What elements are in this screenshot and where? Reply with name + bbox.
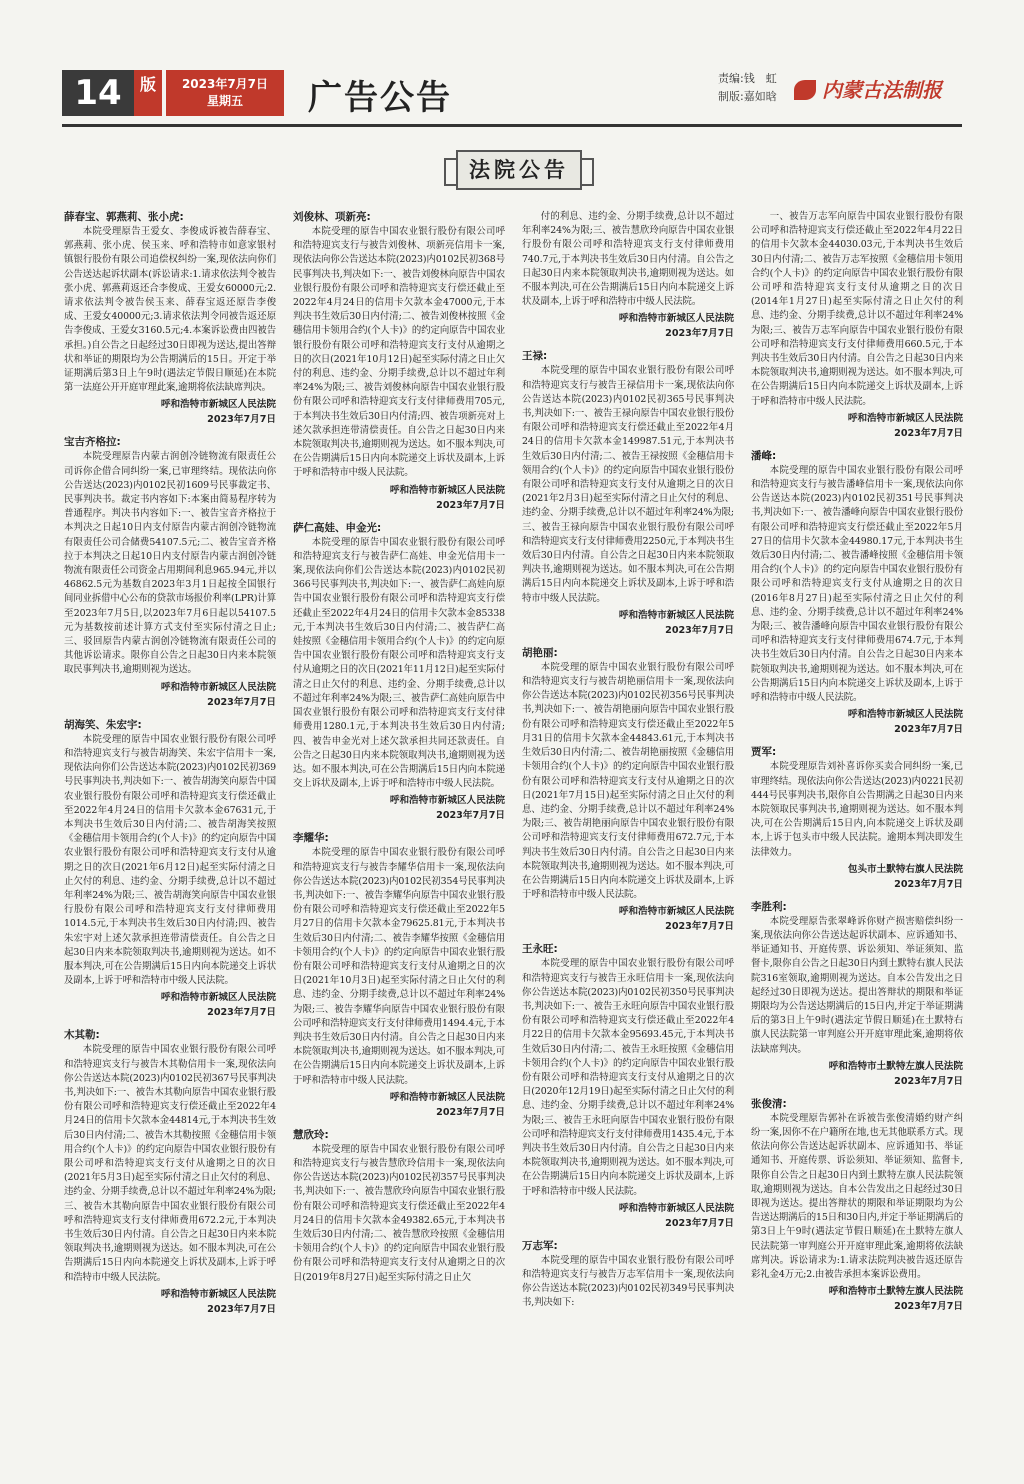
court-notice: [64, 435, 276, 709]
court-notice: [751, 1097, 963, 1314]
notice-body: 本院受理原告内蒙古润创冷链物流有限责任公司诉你企借合同纠纷一案,已审理终结。现依法向你公告送达(2023)内0102民初1609号民事裁定书、民事判决书。裁定书内容如下:本案由简易程序转为普通程序。判决书内容如下:一、被告宝音齐格拉于本判决之日起10日内支付原告内蒙古润创冷链物流有限责任公司合储费54107.5元;二、被告宝音齐格拉于本判决之日起10日内支付原告内蒙古润创冷链物流有限责任公司资金占用期间利息965.94元,并以46862.5元为基数自2023年3月1日起按全国银行间同业拆借中心公布的贷款市场报价利率(LPR)计算至2023年7月5日,以2023年7月6日起以54107.5元为基数按前述计算方式支付至实际付清之日止;三、驳回原告内蒙古润创冷链物流有限责任公司的其他诉讼请求。限你自公告之日起30日内来本院领取民事判决书,逾期则视为送达。: [64, 451, 276, 676]
notice-date: 2023年7月7日: [665, 624, 734, 636]
notice-date: 2023年7月7日: [894, 1301, 963, 1313]
notice-body: 本院受理的原告中国农业银行股份有限公司呼和浩特迎宾支行与被告慧欣玲信用卡一案,现依法向你公告送达本院(2023)内0102民初357号民事判决书,判决如下:一、被告慧欣玲向原告中国农业银行股份有限公司呼和浩特迎宾支行偿还截止至2022年4月24日的信用卡欠款本金49382.65元,于本判决书生效后30日内付清;二、被告慧欣玲按照《金穗信用卡领用合约(个人卡)》的约定向原告中国农业银行股份有限公司呼和浩特迎宾支行支付从逾期之日的次日(2019年8月27日)起至实际付清之日止欠: [293, 1143, 505, 1283]
notice-date: 2023年7月7日: [436, 499, 505, 511]
court-notice: [64, 210, 276, 427]
issue-date: 2023年7月7日: [181, 77, 269, 91]
editor-credits: [718, 70, 777, 106]
notice-court: 呼和浩特市新城区人民法院: [160, 399, 276, 411]
notice-date: 2023年7月7日: [894, 1075, 963, 1087]
notice-date: 2023年7月7日: [665, 1217, 734, 1229]
court-notice: [522, 1239, 734, 1311]
notice-body: 本院受理的原告中国农业银行股份有限公司呼和浩特迎宾支行与被告胡艳丽信用卡一案,现依法向你公告送达本院(2023)内0102民初356号民事判决书,判决如下:一、被告胡艳丽向原告中国农业银行股份有限公司呼和浩特迎宾支行偿还截止至2022年5月31日的信用卡欠款本金44843.61元,于本判决书生效后30日内付清;二、被告胡艳丽按照《金穗信用卡领用合约(个人卡)》的约定向原告中国农业银行股份有限公司呼和浩特迎宾支行支付从逾期之日的次日(2021年7月15日)起至实际付清之日止欠付的利息、违约金、分期手续费,总计以不超过年利率24%为限;三、被告胡艳丽向原告中国农业银行股份有限公司呼和浩特迎宾支行支付律师费用672.7元,于本判决书生效后30日内付清。自公告之日起30日内来本院领取判决书,逾期则视为送达。如不服本判决,可在公告期满后15日内向本院递交上诉状及副本,上诉于呼和浩特市中级人民法院。: [522, 661, 734, 901]
notice-body: 本院受理的原告中国农业银行股份有限公司呼和浩特迎宾支行与被告王禄信用卡一案,现依法向你公告送达本院(2023)内0102民初365号民事判决书,判决如下:一、被告王禄向原告中国农业银行股份有限公司呼和浩特迎宾支行偿还截止至2022年4月24日的信用卡欠款本金149987.51元,于本判决书生效后30日内付清;二、被告王禄按照《金穗信用卡领用合约(个人卡)》的约定向原告中国农业银行股份有限公司呼和浩特迎宾支行支付从逾期之日的次日(2021年2月3日)起至实际付清之日止欠付的利息、违约金、分期手续费,总计以不超过年利率24%为限;三、被告王禄向原告中国农业银行股份有限公司呼和浩特迎宾支行支付律师费用2250元,于本判决书生效后30日内付清。自公告之日起30日内来本院领取判决书,逾期则视为送达。如不服本判决,可在公告期满后15日内向本院递交上诉状及副本,上诉于呼和浩特市中级人民法院。: [522, 365, 734, 604]
court-notice: [751, 210, 963, 441]
page-number: 14: [62, 70, 134, 116]
edition-label: 版: [134, 70, 162, 116]
header-rule: [62, 124, 962, 127]
notice-court: 呼和浩特市新城区人民法院: [618, 906, 734, 918]
newspaper-logo: [794, 74, 964, 106]
court-notice: [751, 900, 963, 1089]
notice-body: 本院受理的原告中国农业银行股份有限公司呼和浩特迎宾支行与被告萨仁高娃、申金光信用卡一案,现依法向你们公告送达本院(2023)内0102民初366号民事判决书,判决如下:一、被告萨仁高娃向原告中国农业银行股份有限公司呼和浩特迎宾支行偿还截止至2022年4月24日的信用卡欠款本金85338元,于本判决书生效后30日内付清;二、被告萨仁高娃按照《金穗信用卡领用合约(个人卡)》的约定向原告中国农业银行股份有限公司呼和浩特迎宾支行支付从逾期之日的次日(2021年11月12日)起至实际付清之日止欠付的利息、违约金、分期手续费,总计以不超过年利率24%为限;三、被告萨仁高娃向原告中国农业银行股份有限公司呼和浩特迎宾支行支付律师费用1280.1元,于本判决书生效后30日内付清;四、被告申金光对上述欠款承担共同还款责任。自公告之日起30日内来本院领取判决书,逾期则视为送达。如不服本判决,可在公告期满后15日内向本院递交上诉状及副本,上诉于呼和浩特市中级人民法院。: [293, 536, 505, 790]
notice-court: 呼和浩特市新城区人民法院: [618, 1202, 734, 1214]
notice-body: 本院受理的原告中国农业银行股份有限公司呼和浩特迎宾支行与被告潘峰信用卡一案,现依法向你公告送达本院(2023)内0102民初351号民事判决书,判决如下:一、被告潘峰向原告中国农业银行股份有限公司呼和浩特迎宾支行偿还截止至2022年5月27日的信用卡欠款本金44980.17元,于本判决书生效后30日内付清;二、被告潘峰按照《金穗信用卡领用合约(个人卡)》的约定向原告中国农业银行股份有限公司呼和浩特迎宾支行支付从逾期之日的次日(2016年8月27日)起至实际付清之日止欠付的利息、违约金、分期手续费,总计以不超过年利率24%为限;三、被告潘峰向原告中国农业银行股份有限公司呼和浩特迎宾支行支付律师费用674.7元,于本判决书生效后30日内付清。自公告之日起30日内来本院领取判决书,逾期则视为送达。如不服本判决,可在公告期满后15日内向本院递交上诉状及副本,上诉于呼和浩特市中级人民法院。: [751, 464, 963, 704]
notice-court: 呼和浩特市新城区人民法院: [847, 709, 963, 721]
notice-date: 2023年7月7日: [894, 878, 963, 890]
notice-addressee: 万志军:: [522, 1239, 558, 1252]
notice-court: 呼和浩特市新城区人民法院: [389, 484, 505, 496]
notice-court: 呼和浩特市新城区人民法院: [618, 609, 734, 621]
notice-date: 2023年7月7日: [436, 810, 505, 822]
issue-weekday: 星期五: [206, 94, 243, 108]
notice-date: 2023年7月7日: [665, 921, 734, 933]
notice-date: 2023年7月7日: [207, 1007, 276, 1019]
column-3: [522, 210, 734, 1480]
notice-body: 一、被告万志军向原告中国农业银行股份有限公司呼和浩特迎宾支行偿还截止至2022年4月22日的信用卡欠款本金44030.03元,于本判决书生效后30日内付清;二、被告万志军按照《金穗信用卡领用合约(个人卡)》的约定向原告中国农业银行股份有限公司呼和浩特迎宾支行支付从逾期之日的次日(2014年1月27日)起至实际付清之日止欠付的利息、违约金、分期手续费,总计以不超过年利率24%为限;三、被告万志军向原告中国农业银行股份有限公司呼和浩特迎宾支行支付律师费用660.5元,于本判决书生效后30日内付清。自公告之日起30日内来本院领取判决书,逾期则视为送达。如不服本判决,可在公告期满后15日内向本院递交上诉状及副本,上诉于呼和浩特市中级人民法院。: [751, 211, 963, 407]
court-notice: [522, 349, 734, 637]
notice-addressee: 王禄:: [522, 350, 548, 363]
notice-addressee: 木其勒:: [64, 1029, 100, 1042]
court-notice: [751, 449, 963, 737]
notice-addressee: 萨仁高娃、申金光:: [293, 521, 382, 534]
notice-date: 2023年7月7日: [207, 1303, 276, 1315]
court-notice: [751, 745, 963, 891]
notice-court: 呼和浩特市新城区人民法院: [389, 1091, 505, 1103]
issue-date-box: [166, 70, 284, 116]
notice-body: 本院受理原告张翠峰诉你财产损害赔偿纠纷一案,现依法向你公告送达起诉状副本、应诉通知书、举证通知书、开庭传票、诉讼须知、举证须知、监督卡,限你自公告之日起30日内到土默特右旗人民法院316室领取,逾期则视为送达。自本公告发出之日起经过30日即视为送达。提出答辩状的期限和举证期限均为公告送达期满后的15日内,并定于举证期满后的第3日上午9时(遇法定节假日顺延)在土默特右旗人民法院第一审判庭公开开庭审理此案,逾期将依法缺席判决。: [751, 915, 963, 1055]
notice-body: 本院受理的原告中国农业银行股份有限公司呼和浩特迎宾支行与被告万志军信用卡一案,现依法向你公告送达本院(2023)内0102民初349号民事判决书,判决如下:: [522, 1254, 734, 1309]
notice-court: 呼和浩特市新城区人民法院: [160, 992, 276, 1004]
notice-addressee: 胡海笑、朱宏宇:: [64, 718, 142, 731]
notice-addressee: 宝吉齐格拉:: [64, 436, 121, 449]
notice-court: 呼和浩特市土默特左旗人民法院: [828, 1060, 963, 1072]
notice-addressee: 王永旺:: [522, 943, 558, 956]
court-notice: [64, 718, 276, 1021]
notice-body: 本院受理的原告中国农业银行股份有限公司呼和浩特迎宾支行与被告王永旺信用卡一案,现依法向你公告送达本院(2023)内0102民初350号民事判决书,判决如下:一、被告王永旺向原告中国农业银行股份有限公司呼和浩特迎宾支行偿还截止至2022年4月22日的信用卡欠款本金95693.45元,于本判决书生效后30日内付清;二、被告王永旺按照《金穗信用卡领用合约(个人卡)》的约定向原告中国农业银行股份有限公司呼和浩特迎宾支行支付从逾期之日的次日(2020年12月19日)起至实际付清之日止欠付的利息、违约金、分期手续费,总计以不超过年利率24%为限;三、被告王永旺向原告中国农业银行股份有限公司呼和浩特迎宾支行支付律师费用1435.4元,于本判决书生效后30日内付清。自公告之日起30日内来本院领取判决书,逾期则视为送达。如不服本判决,可在公告期满后15日内向本院递交上诉状及副本,上诉于呼和浩特市中级人民法院。: [522, 958, 734, 1197]
notice-columns: [64, 210, 964, 1480]
notice-addressee: 刘俊林、项新亮:: [293, 211, 371, 223]
notice-addressee: 慧欣玲:: [293, 1128, 329, 1141]
notice-date: 2023年7月7日: [436, 1106, 505, 1118]
court-notice: [293, 1128, 505, 1285]
notice-court: 呼和浩特市新城区人民法院: [160, 681, 276, 693]
section-banner: 法院公告: [456, 150, 582, 190]
notice-body: 本院受理的原告中国农业银行股份有限公司呼和浩特迎宾支行与被告李耀华信用卡一案,现依法向你公告送达本院(2023)内0102民初354号民事判决书,判决如下:一、被告李耀华向原告中国农业银行股份有限公司呼和浩特迎宾支行偿还截止至2022年5月27日的信用卡欠款本金79625.81元,于本判决书生效后30日内付清;二、被告李耀华按照《金穗信用卡领用合约(个人卡)》的约定向原告中国农业银行股份有限公司呼和浩特迎宾支行支付从逾期之日的次日(2021年10月3日)起至实际付清之日止欠付的利息、违约金、分期手续费,总计以不超过年利率24%为限;三、被告李耀华向原告中国农业银行股份有限公司呼和浩特迎宾支行支付律师费用1494.4元,于本判决书生效后30日内付清。自公告之日起30日内来本院领取判决书,逾期则视为送达。如不服本判决,可在公告期满后15日内向本院递交上诉状及副本,上诉于呼和浩特市中级人民法院。: [293, 847, 505, 1086]
notice-addressee: 潘峰:: [751, 449, 777, 462]
notice-court: 包头市土默特右旗人民法院: [847, 863, 963, 875]
notice-date: 2023年7月7日: [894, 724, 963, 736]
notice-body: 本院受理的原告中国农业银行股份有限公司呼和浩特迎宾支行与被告刘俊林、项新亮信用卡一案,现依法向你公告送达本院(2023)内0102民初368号民事判决书,判决如下:一、被告刘俊林向原告中国农业银行股份有限公司呼和浩特迎宾支行偿还截止至2022年4月24日的信用卡欠款本金47000元,于本判决书生效后30日内付清;二、被告刘俊林按照《金穗信用卡领用合约(个人卡)》的约定向原告中国农业银行股份有限公司呼和浩特迎宾支行支付从逾期之日的次日(2021年10月12日)起至实际付清之日止欠付的利息、违约金、分期手续费,总计以不超过年利率24%为限;三、被告刘俊林向原告中国农业银行股份有限公司呼和浩特迎宾支行支付律师费用705元,于本判决书生效后30日内付清;四、被告项新亮对上述欠款承担连带清偿责任。自公告之日起30日内来本院领取判决书,逾期则视为送达。如不服本判决,可在公告期满后15日内向本院递交上诉状及副本,上诉于呼和浩特市中级人民法院。: [293, 226, 505, 479]
notice-body: 本院受理的原告中国农业银行股份有限公司呼和浩特迎宾支行与被告木其勒信用卡一案,现依法向你公告送达本院(2023)内0102民初367号民事判决书,判决如下:一、被告木其勒向原告中国农业银行股份有限公司呼和浩特迎宾支行偿还截止至2022年4月24日的信用卡欠款本金44814元,于本判决书生效后30日内付清;二、被告木其勒按照《金穗信用卡领用合约(个人卡)》的约定向原告中国农业银行股份有限公司呼和浩特迎宾支行支付从逾期之日的次日(2021年5月3日)起至实际付清之日止欠付的利息、违约金、分期手续费,总计以不超过年利率24%为限;三、被告木其勒向原告中国农业银行股份有限公司呼和浩特迎宾支行支付律师费用672.2元,于本判决书生效后30日内付清。自公告之日起30日内来本院领取判决书,逾期则视为送达。如不服本判决,可在公告期满后15日内向本院递交上诉状及副本,上诉于呼和浩特市中级人民法院。: [64, 1044, 276, 1283]
notice-date: 2023年7月7日: [665, 328, 734, 340]
column-2: [293, 210, 505, 1480]
production-line: 制版:嘉如晗: [718, 90, 777, 103]
court-notice: [522, 646, 734, 934]
column-1: [64, 210, 276, 1480]
section-title: 广告公告: [308, 78, 452, 118]
court-notice: [293, 831, 505, 1119]
notice-body: 本院受理原告王爱女、李俊成诉被告薛春宝、郭燕莉、张小虎、侯玉来、呼和浩特市如意家银村镇银行股份有限公司追偿权纠纷一案,现依法向你们公告送达起诉状副本(诉讼请求:1.请求依法判令被告张小虎、郭燕莉返还合李俊成、王爱女60000元;2.请求依法判令被告侯玉来、薛春宝返还原告李俊成、王爱女40000元;3.请求依法判令同被告返还原告李俊成、王爱女3160.5元;4.本案诉讼费由四被告承担。)自公告之日起经过30日即视为送达,提出答辩状和举证的期限均为公告期满后的15日。开定于举证期满后第3日上午9时(遇法定节假日顺延)在本院第一法庭公开开庭审理此案,逾期将依法缺席判决。: [64, 226, 276, 394]
notice-addressee: 胡艳丽:: [522, 646, 558, 659]
column-4: [751, 210, 963, 1480]
newspaper-name: 内蒙古法制报: [822, 78, 942, 102]
notice-addressee: 张俊清:: [751, 1097, 787, 1110]
notice-addressee: 李胜利:: [751, 900, 787, 913]
notice-body: 付的利息、违约金、分期手续费,总计以不超过年利率24%为限;三、被告慧欣玲向原告中国农业银行股份有限公司呼和浩特迎宾支行支付律师费用740.7元,于本判决书生效后30日内付清。自公告之日起30日内来本院领取判决书,逾期则视为送达。如不服本判决,可在公告期满后15日内向本院递交上诉状及副本,上诉于呼和浩特市中级人民法院。: [522, 211, 734, 308]
notice-court: 呼和浩特市新城区人民法院: [160, 1288, 276, 1300]
logo-swoosh-icon: [794, 80, 816, 100]
court-notice: [293, 210, 505, 513]
notice-court: 呼和浩特市新城区人民法院: [389, 795, 505, 807]
notice-court: 呼和浩特市新城区人民法院: [618, 313, 734, 325]
court-notice: [293, 521, 505, 824]
court-notice: [522, 942, 734, 1230]
notice-body: 本院受理原告刘补喜诉你买卖合同纠纷一案,已审理终结。现依法向你公告送达(2023)内0221民初444号民事判决书,限你自公告期满之日起30日内来本院领取民事判决书,逾期则视为送达。如不服本判决,可在公告期满后15日内,向本院递交上诉状及副本,上诉于包头市中级人民法院。逾期本判决即发生法律效力。: [751, 761, 963, 858]
editor-line: 责编:钱 虹: [718, 72, 777, 85]
notice-court: 呼和浩特市新城区人民法院: [847, 412, 963, 424]
notice-court: 呼和浩特市土默特左旗人民法院: [828, 1286, 963, 1298]
notice-body: 本院受理的原告中国农业银行股份有限公司呼和浩特迎宾支行与被告胡海笑、朱宏宇信用卡一案,现依法向你们公告送达本院(2023)内0102民初369号民事判决书,判决如下:一、被告胡海笑向原告中国农业银行股份有限公司呼和浩特迎宾支行偿还截止至2022年4月24日的信用卡欠款本金67631元,于本判决书生效后30日内付清;二、被告胡海笑按照《金穗信用卡领用合约(个人卡)》的约定向原告中国农业银行股份有限公司呼和浩特迎宾支行支付从逾期之日的次日(2021年6月12日)起至实际付清之日止欠付的利息、违约金、分期手续费,总计以不超过年利率24%为限;三、被告胡海笑向原告中国农业银行股份有限公司呼和浩特迎宾支行支付律师费用1014.5元,于本判决书生效后30日内付清;四、被告朱宏宇对上述欠款承担连带清偿责任。自公告之日起30日内来本院领取判决书,逾期则视为送达。如不服本判决,可在公告期满后15日内向本院递交上诉状及副本,上诉于呼和浩特市中级人民法院。: [64, 733, 276, 987]
notice-addressee: 李耀华:: [293, 832, 329, 845]
notice-date: 2023年7月7日: [894, 427, 963, 439]
court-notice: [522, 210, 734, 341]
notice-body: 本院受理原告郭补在诉被告张俊清婚约财产纠纷一案,因你不在户籍所在地,也无其他联系方式。现依法向你公告送达起诉状副本、应诉通知书、举证通知书、开庭传票、诉讼须知、举证须知、监督卡,限你自公告之日起30日内到土默特左旗人民法院领取,逾期则视为送达。自本公告发出之日起经过30日即视为送达。提出答辩状的期限和举证期限均为公告送达期满后的15日和30日内,并定于举证期满后的第3日上午9时(遇法定节假日顺延)在土默特左旗人民法院第一审判庭公开开庭审理此案,逾期将依法缺席判决。诉讼请求为:1.请求法院判决被告返还原告彩礼金4万元;2.由被告承担本案诉讼费用。: [751, 1112, 963, 1280]
masthead: [62, 66, 962, 122]
notice-addressee: 薛春宝、郭燕莉、张小虎:: [64, 211, 184, 223]
notice-addressee: 贾军:: [751, 746, 777, 759]
court-notice: [64, 1028, 276, 1316]
notice-date: 2023年7月7日: [207, 414, 276, 426]
notice-date: 2023年7月7日: [207, 696, 276, 708]
